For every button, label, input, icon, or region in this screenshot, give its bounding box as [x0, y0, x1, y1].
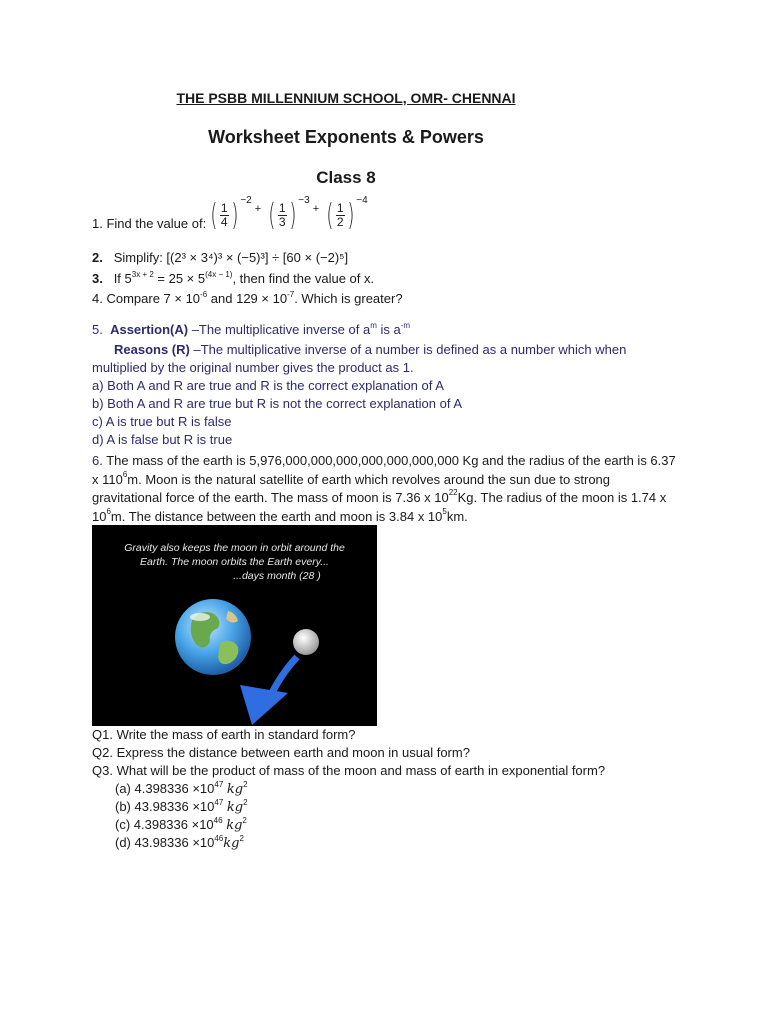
subquestion-3: Q3. What will be the product of mass of the moon and mass of earth in exponential form?	[92, 763, 606, 778]
question-3: 3. If $5^{3x + 2} = 25 \times 5^{(4x - 1)}$, then find the value of x.	[92, 270, 375, 286]
q1-term-1: ( 1 4 ) −2 +	[210, 194, 262, 233]
earth-moon-image	[92, 525, 377, 726]
image-caption-2: Earth. The moon orbits the Earth every...	[140, 556, 329, 568]
mcq-option-c: (c) $4.398336 \times 10^{46}$ $kg^2$	[115, 816, 247, 833]
option-a: a) Both A and R are true and R is the correct explanation of A	[92, 378, 444, 393]
q1-term-2: ( 1 3 ) −3 +	[268, 194, 320, 233]
option-c: c) A is true but R is false	[92, 414, 232, 429]
subquestion-1: Q1. Write the mass of earth in standard form?	[92, 727, 356, 742]
question-5-reason: Reasons (R) –The multiplicative inverse of a number is defined as a number which when	[114, 342, 627, 357]
image-caption-1: Gravity also keeps the moon in orbit around the	[124, 542, 345, 554]
mcq-option-b: (b) $43.98336 \times 10^{47}$ $kg^2$	[115, 798, 248, 815]
arrow-icon	[240, 685, 288, 725]
image-caption-3: ...days month (28 )	[233, 570, 321, 582]
school-name: THE PSBB MILLENNIUM SCHOOL, OMR- CHENNAI	[176, 90, 516, 106]
q1-term-3: ( 1 2 ) −4	[326, 194, 368, 233]
question-5-reason-cont: multiplied by the original number gives the product as 1.	[92, 360, 414, 375]
question-2: 2. Simplify: [(2³ × 3⁴)³ × (−5)³] ÷ [60 × (−2)⁵]	[92, 250, 349, 265]
earth-moon-illustration	[92, 525, 377, 726]
earth-globe	[175, 599, 251, 675]
class-label: Class 8	[316, 168, 376, 187]
option-b: b) Both A and R are true but R is not the correct explanation of A	[92, 396, 462, 411]
mcq-option-d: (d) $43.98336 \times 10^{46}kg^2$	[115, 834, 244, 851]
q1-label: 1. Find the value of:	[92, 216, 207, 231]
question-1	[92, 194, 368, 233]
moon-globe	[293, 629, 319, 655]
mcq-option-a: (a) $4.398336 \times 10^{47}$ $kg^2$	[115, 780, 248, 797]
question-4: 4. Compare $7 \times 10^{-6}$ and $129 \times 10^{-7}$. Which is greater?	[92, 290, 403, 306]
subquestion-2: Q2. Express the distance between earth and moon in usual form?	[92, 745, 470, 760]
question-6: 6. The mass of the earth is 5,976,000,000,000,000,000,000,000 Kg and the radius of the earth is 6.37 x $110^6m$. Moon is the natural satellite of earth which revolves around the sun due to strong gravitational force of the earth. The mass of moon is 7.36 x $10^{22}Kg$. The radius of the moon is 1.74 x $10^6m$. The distance between the earth and moon is 3.84 x $10^5km$.	[92, 453, 676, 524]
option-d: d) A is false but R is true	[92, 432, 233, 447]
worksheet-title: Worksheet Exponents & Powers	[208, 127, 484, 147]
question-5-assertion: 5. Assertion(A) –The multiplicative inverse of $a^m$ is $a^{-m}$	[92, 321, 411, 337]
